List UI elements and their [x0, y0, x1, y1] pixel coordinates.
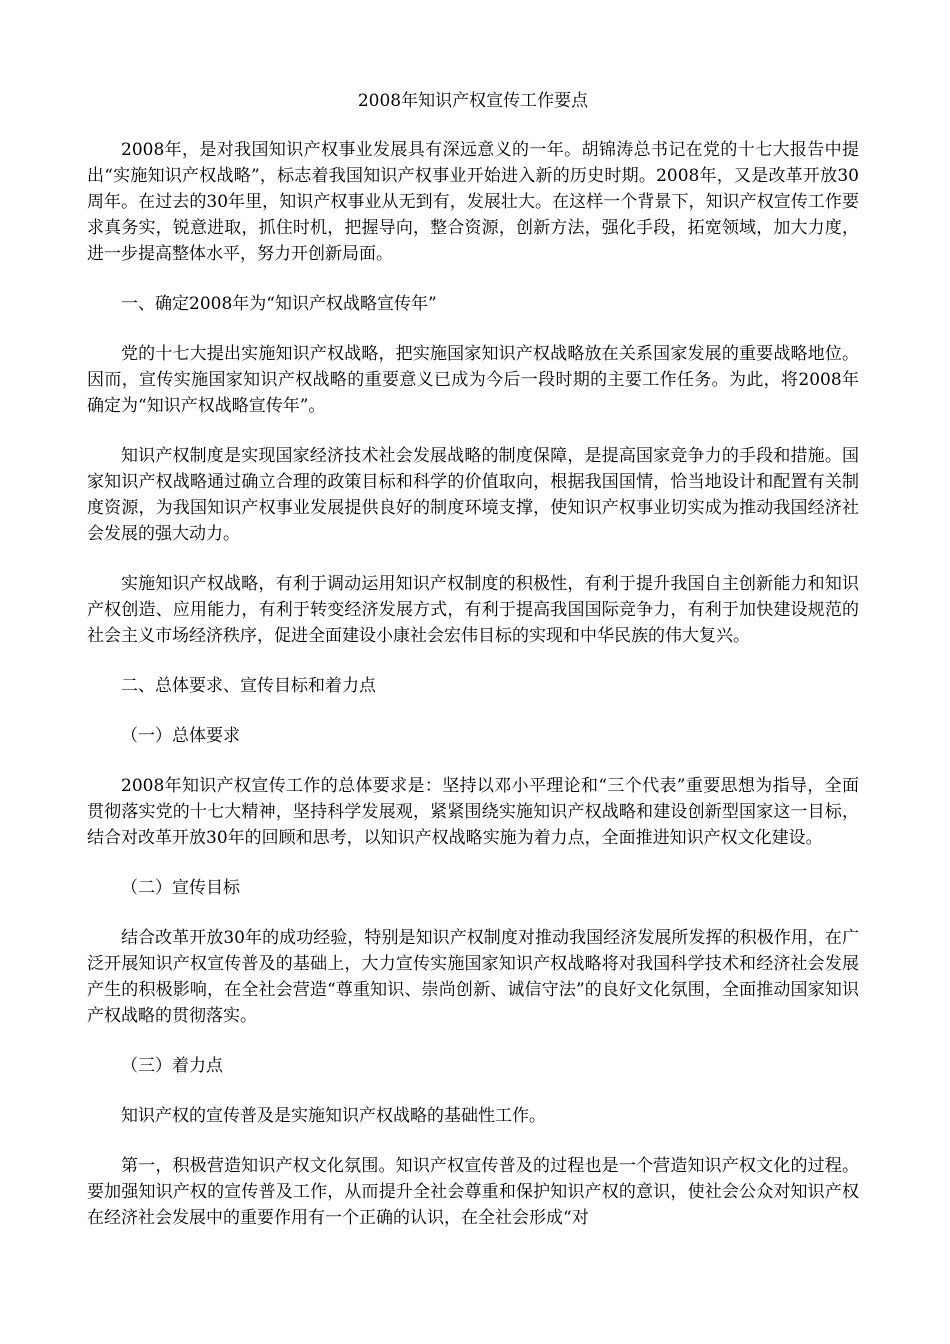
section-heading-1: 一、确定2008年为“知识产权战略宣传年”: [121, 294, 437, 314]
section-heading-2: 二、总体要求、宣传目标和着力点: [121, 676, 376, 696]
paragraph: 党的十七大提出实施知识产权战略，把实施国家知识产权战略放在关系国家发展的重要战略地位。因而，宣传实施国家知识产权战略的重要意义已成为今后一段时期的主要工作任务。为此，将2008年确定为“知识产权战略宣传年”。: [87, 344, 859, 416]
subsection-heading: （一）总体要求: [121, 726, 240, 746]
paragraph: 实施知识产权战略，有利于调动运用知识产权制度的积极性，有利于提升我国自主创新能力和知识产权创造、应用能力，有利于转变经济发展方式，有利于提高我国国际竞争力，有利于加快建设规范的社会主义市场经济秩序，促进全面建设小康社会宏伟目标的实现和中华民族的伟大复兴。: [87, 574, 859, 646]
document-title: 2008年知识产权宣传工作要点: [357, 91, 589, 111]
paragraph: 第一，积极营造知识产权文化氛围。知识产权宣传普及的过程也是一个营造知识产权文化的过程。要加强知识产权的宣传普及工作，从而提升全社会尊重和保护知识产权的意识，使社会公众对知识产权在经济社会发展中的重要作用有一个正确的认识，在全社会形成“对: [87, 1156, 859, 1228]
document-page: [87, 88, 859, 1255]
paragraph: 2008年知识产权宣传工作的总体要求是：坚持以邓小平理论和“三个代表”重要思想为指导，全面贯彻落实党的十七大精神，坚持科学发展观，紧紧围绕实施知识产权战略和建设创新型国家这一目标，结合对改革开放30年的回顾和思考，以知识产权战略实施为着力点，全面推进知识产权文化建设。: [87, 776, 859, 848]
paragraph-intro: 2008年，是对我国知识产权事业发展具有深远意义的一年。胡锦涛总书记在党的十七大报告中提出“实施知识产权战略”，标志着我国知识产权事业开始进入新的历史时期。2008年，又是改革开放30周年。在过去的30年里，知识产权事业从无到有，发展壮大。在这样一个背景下，知识产权宣传工作要求真务实，锐意进取，抓住时机，把握导向，整合资源，创新方法，强化手段，拓宽领域，加大力度，进一步提高整体水平，努力开创新局面。: [87, 140, 859, 264]
paragraph: 知识产权的宣传普及是实施知识产权战略的基础性工作。: [121, 1106, 546, 1126]
paragraph: 结合改革开放30年的成功经验，特别是知识产权制度对推动我国经济发展所发挥的积极作用，在广泛开展知识产权宣传普及的基础上，大力宣传实施国家知识产权战略将对我国科学技术和经济社会发展产生的积极影响，在全社会营造“尊重知识、崇尚创新、诚信守法”的良好文化氛围，全面推动国家知识产权战略的贯彻落实。: [87, 928, 859, 1026]
subsection-heading: （二）宣传目标: [121, 878, 240, 898]
subsection-heading: （三）着力点: [121, 1056, 223, 1076]
paragraph: 知识产权制度是实现国家经济技术社会发展战略的制度保障，是提高国家竞争力的手段和措施。国家知识产权战略通过确立合理的政策目标和科学的价值取向，根据我国国情，恰当地设计和配置有关制度资源，为我国知识产权事业发展提供良好的制度环境支撑，使知识产权事业切实成为推动我国经济社会发展的强大动力。: [87, 446, 859, 544]
